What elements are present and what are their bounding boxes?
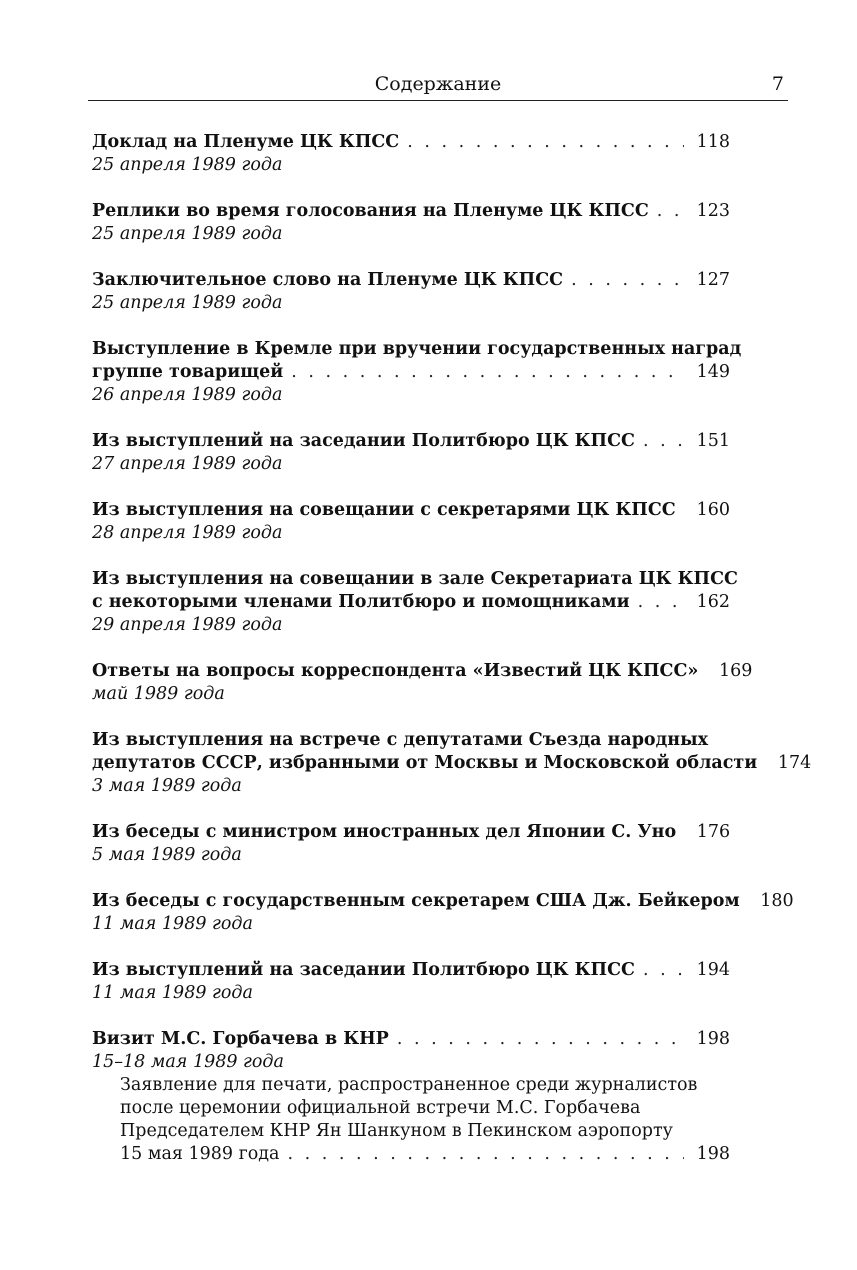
- toc-line: [92, 821, 730, 844]
- toc-page-number: 180: [760, 891, 794, 911]
- header-title: Содержание: [374, 73, 502, 95]
- toc-entry-title: Заключительное слово на Пленуме ЦК КПСС: [92, 270, 564, 290]
- dot-leader: [643, 959, 684, 982]
- toc-entry-title: с некоторыми членами Политбюро и помощниками: [92, 592, 630, 612]
- toc-entry-date: 26 апреля 1989 года: [92, 385, 283, 405]
- dot-leader: [571, 269, 684, 292]
- toc-line: [92, 591, 730, 614]
- dot-leader: [288, 1143, 685, 1166]
- toc-entry-title: Из беседы с министром иностранных дел Японии С. Уно: [92, 822, 677, 842]
- toc-line: [92, 568, 738, 591]
- toc-entry-title: Выступление в Кремле при вручении государственных наград: [92, 339, 742, 359]
- toc-line: [92, 729, 730, 752]
- toc-page-number: 194: [696, 960, 730, 980]
- toc-entry: [92, 821, 730, 867]
- toc-entry-date: май 1989 года: [92, 684, 225, 704]
- toc-line: [92, 338, 742, 361]
- dot-leader: [397, 1028, 684, 1051]
- toc-page-number: 198: [696, 1029, 730, 1049]
- toc-entry-title: депутатов СССР, избранными от Москвы и Московской области: [92, 753, 758, 773]
- toc-entry-date: 25 апреля 1989 года: [92, 293, 283, 313]
- toc-line: [92, 361, 730, 384]
- toc-entry-date: 3 мая 1989 года: [92, 776, 242, 796]
- dot-leader: [291, 361, 684, 384]
- toc-entry: [92, 131, 730, 177]
- toc-entry-date: 5 мая 1989 года: [92, 845, 242, 865]
- toc-entry-title: группе товарищей: [92, 362, 284, 382]
- dot-leader: [638, 591, 684, 614]
- toc-entry-title: после церемонии официальной встречи М.С. Горбачева: [120, 1098, 641, 1118]
- toc-entry: [92, 959, 730, 1005]
- toc-line: [92, 660, 753, 683]
- toc-entry-date: 29 апреля 1989 года: [92, 615, 283, 635]
- running-header: [88, 72, 788, 101]
- toc-entry-date: 11 мая 1989 года: [92, 914, 253, 934]
- toc-entry-title: Из выступлений на заседании Политбюро ЦК КПСС: [92, 960, 635, 980]
- toc-page-number: 160: [696, 500, 730, 520]
- toc-page-number: 169: [718, 661, 753, 681]
- toc-page-number: 149: [696, 362, 730, 382]
- dot-leader: [407, 131, 684, 154]
- toc-line: [120, 1097, 730, 1120]
- toc-entry-title: 15 мая 1989 года: [120, 1144, 280, 1164]
- toc-line: [92, 752, 812, 775]
- toc-entry-title: Ответы на вопросы корреспондента «Известий ЦК КПСС»: [92, 661, 699, 681]
- toc-line: [92, 1028, 730, 1051]
- toc-entry-title: Председателем КНР Ян Шанкуном в Пекинском аэропорту: [120, 1121, 673, 1141]
- toc-entry-title: Из выступления на совещании в зале Секретариата ЦК КПСС: [92, 569, 738, 589]
- toc-entry-date: 25 апреля 1989 года: [92, 224, 283, 244]
- toc-entry-title: Из выступления на совещании с секретарями ЦК КПСС: [92, 500, 676, 520]
- toc-entry: [92, 890, 794, 936]
- toc-line: [120, 1143, 730, 1166]
- page-number: 7: [771, 73, 784, 95]
- toc-entry-title: Доклад на Пленуме ЦК КПСС: [92, 132, 400, 152]
- toc-page-number: 176: [696, 822, 731, 842]
- toc-entry-title: Реплики во время голосования на Пленуме ЦК КПСС: [92, 201, 649, 221]
- toc-line: [92, 200, 730, 223]
- toc-entry: [92, 430, 730, 476]
- toc-page-number: 198: [696, 1144, 730, 1164]
- toc-entry-title: Из выступления на встрече с депутатами Съезда народных: [92, 730, 709, 750]
- toc-line: [120, 1074, 730, 1097]
- toc-entry-date: 27 апреля 1989 года: [92, 454, 283, 474]
- toc-page-number: 174: [777, 753, 812, 773]
- toc-entry-title: Заявление для печати, распространенное среди журналистов: [120, 1075, 698, 1095]
- toc-entry: [92, 338, 742, 407]
- toc-page-number: 118: [696, 132, 730, 152]
- toc-entry-title: Визит М.С. Горбачева в КНР: [92, 1029, 389, 1049]
- toc-subentry: [92, 1074, 730, 1166]
- toc-entry-date: 15–18 мая 1989 года: [92, 1052, 284, 1072]
- toc-entry: [92, 499, 730, 545]
- toc-page-number: 162: [696, 592, 730, 612]
- toc-entry-title: Из беседы с государственным секретарем США Дж. Бейкером: [92, 891, 740, 911]
- toc-page-number: 151: [696, 431, 730, 451]
- toc-entry: [92, 729, 812, 798]
- toc-page-number: 123: [696, 201, 730, 221]
- toc-page-number: 127: [696, 270, 730, 290]
- toc-entry: [92, 1028, 730, 1166]
- toc-line: [92, 269, 730, 292]
- toc-entry: [92, 568, 738, 637]
- dot-leader: [657, 200, 684, 223]
- toc-line: [120, 1120, 730, 1143]
- toc-entry-date: 28 апреля 1989 года: [92, 523, 283, 543]
- toc-entry-date: 11 мая 1989 года: [92, 983, 253, 1003]
- toc-line: [92, 131, 730, 154]
- toc-line: [92, 430, 730, 453]
- table-of-contents: [92, 131, 812, 1189]
- toc-line: [92, 890, 794, 913]
- toc-entry: [92, 269, 730, 315]
- toc-entry: [92, 200, 730, 246]
- toc-entry-title: Из выступлений на заседании Политбюро ЦК КПСС: [92, 431, 635, 451]
- dot-leader: [643, 430, 684, 453]
- toc-line: [92, 959, 730, 982]
- toc-line: [92, 499, 730, 522]
- toc-entry: [92, 660, 753, 706]
- toc-entry-date: 25 апреля 1989 года: [92, 155, 283, 175]
